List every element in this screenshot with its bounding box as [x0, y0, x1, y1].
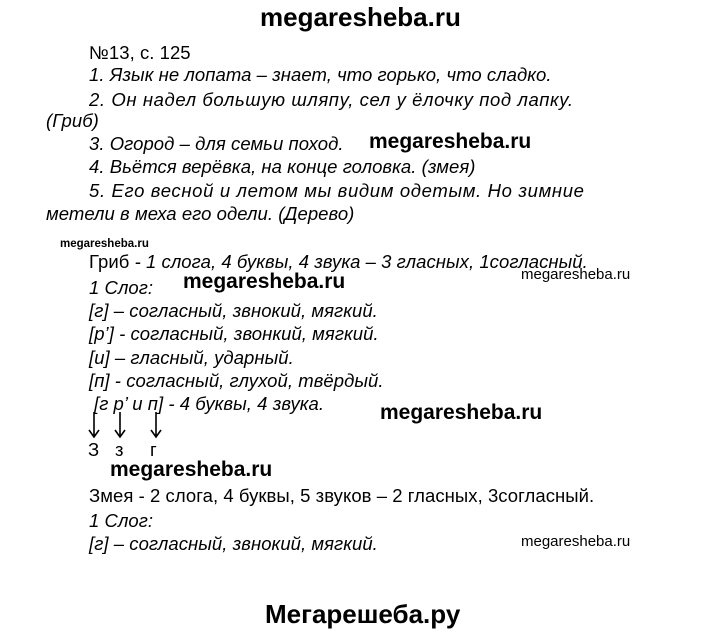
riddle-5-line-1: 5. Его весной и летом мы видим одетым. Но зимние — [89, 180, 585, 201]
watermark-mid-1: megaresheba.ru — [183, 270, 346, 293]
grib-transcription: [г р’ и п] - 4 буквы, 4 звука. — [94, 393, 325, 414]
grib-syllable: 1 Слог: — [89, 277, 154, 298]
zmeya-syllable: 1 Слог: — [89, 510, 154, 531]
zmeya-sound-1: [г] – согласный, звнокий, мягкий. — [89, 533, 378, 554]
watermark-inline: megaresheba.ru — [369, 130, 532, 153]
letter-arrows — [86, 412, 176, 442]
arrow-letter-1: З — [88, 439, 100, 460]
header-watermark: megaresheba.ru — [260, 2, 461, 32]
arrow-letter-3: г — [150, 439, 157, 460]
footer-title: Мегарешеба.ру — [265, 599, 461, 629]
arrow-1 — [89, 412, 99, 437]
watermark-mid-2: megaresheba.ru — [380, 401, 543, 424]
arrow-3 — [151, 412, 161, 437]
grib-sound-4: [п] - согласный, глухой, твёрдый. — [89, 370, 384, 391]
arrow-2 — [115, 412, 125, 437]
watermark-small-right-1: megaresheba.ru — [521, 266, 631, 283]
zmeya-summary: Змея - 2 слога, 4 буквы, 5 звуков – 2 гласных, 3согласный. — [89, 485, 595, 506]
riddle-1: 1. Язык не лопата – знает, что горько, что сладко. — [89, 64, 552, 85]
watermark-small-right-2: megaresheba.ru — [521, 533, 631, 550]
arrow-letter-2: з — [115, 439, 124, 460]
task-number: №13, с. 125 — [89, 42, 191, 63]
grib-sound-3: [и] – гласный, ударный. — [89, 347, 294, 368]
grib-sound-2: [р’] - согласный, звонкий, мягкий. — [89, 323, 379, 344]
riddle-2: 2. Он надел большую шляпу, сел у ёлочку под лапку. — [89, 89, 574, 110]
grib-word: Гриб — [89, 251, 130, 272]
grib-sound-1: [г] – согласный, звнокий, мягкий. — [89, 300, 378, 321]
watermark-small-left: megaresheba.ru — [60, 238, 149, 250]
riddle-4: 4. Вьётся верёвка, на конце головка. (змея) — [89, 156, 476, 177]
watermark-mid-3: megaresheba.ru — [110, 458, 273, 481]
grib-summary-text: - 1 слога, 4 буквы, 4 звука – 3 гласных, 1согласный. — [129, 251, 588, 272]
riddle-2-answer: (Гриб) — [46, 110, 99, 131]
riddle-3: 3. Огород – для семьи поход. — [89, 133, 344, 154]
riddle-5-line-2: метели в меха его одели. (Дерево) — [46, 203, 355, 224]
